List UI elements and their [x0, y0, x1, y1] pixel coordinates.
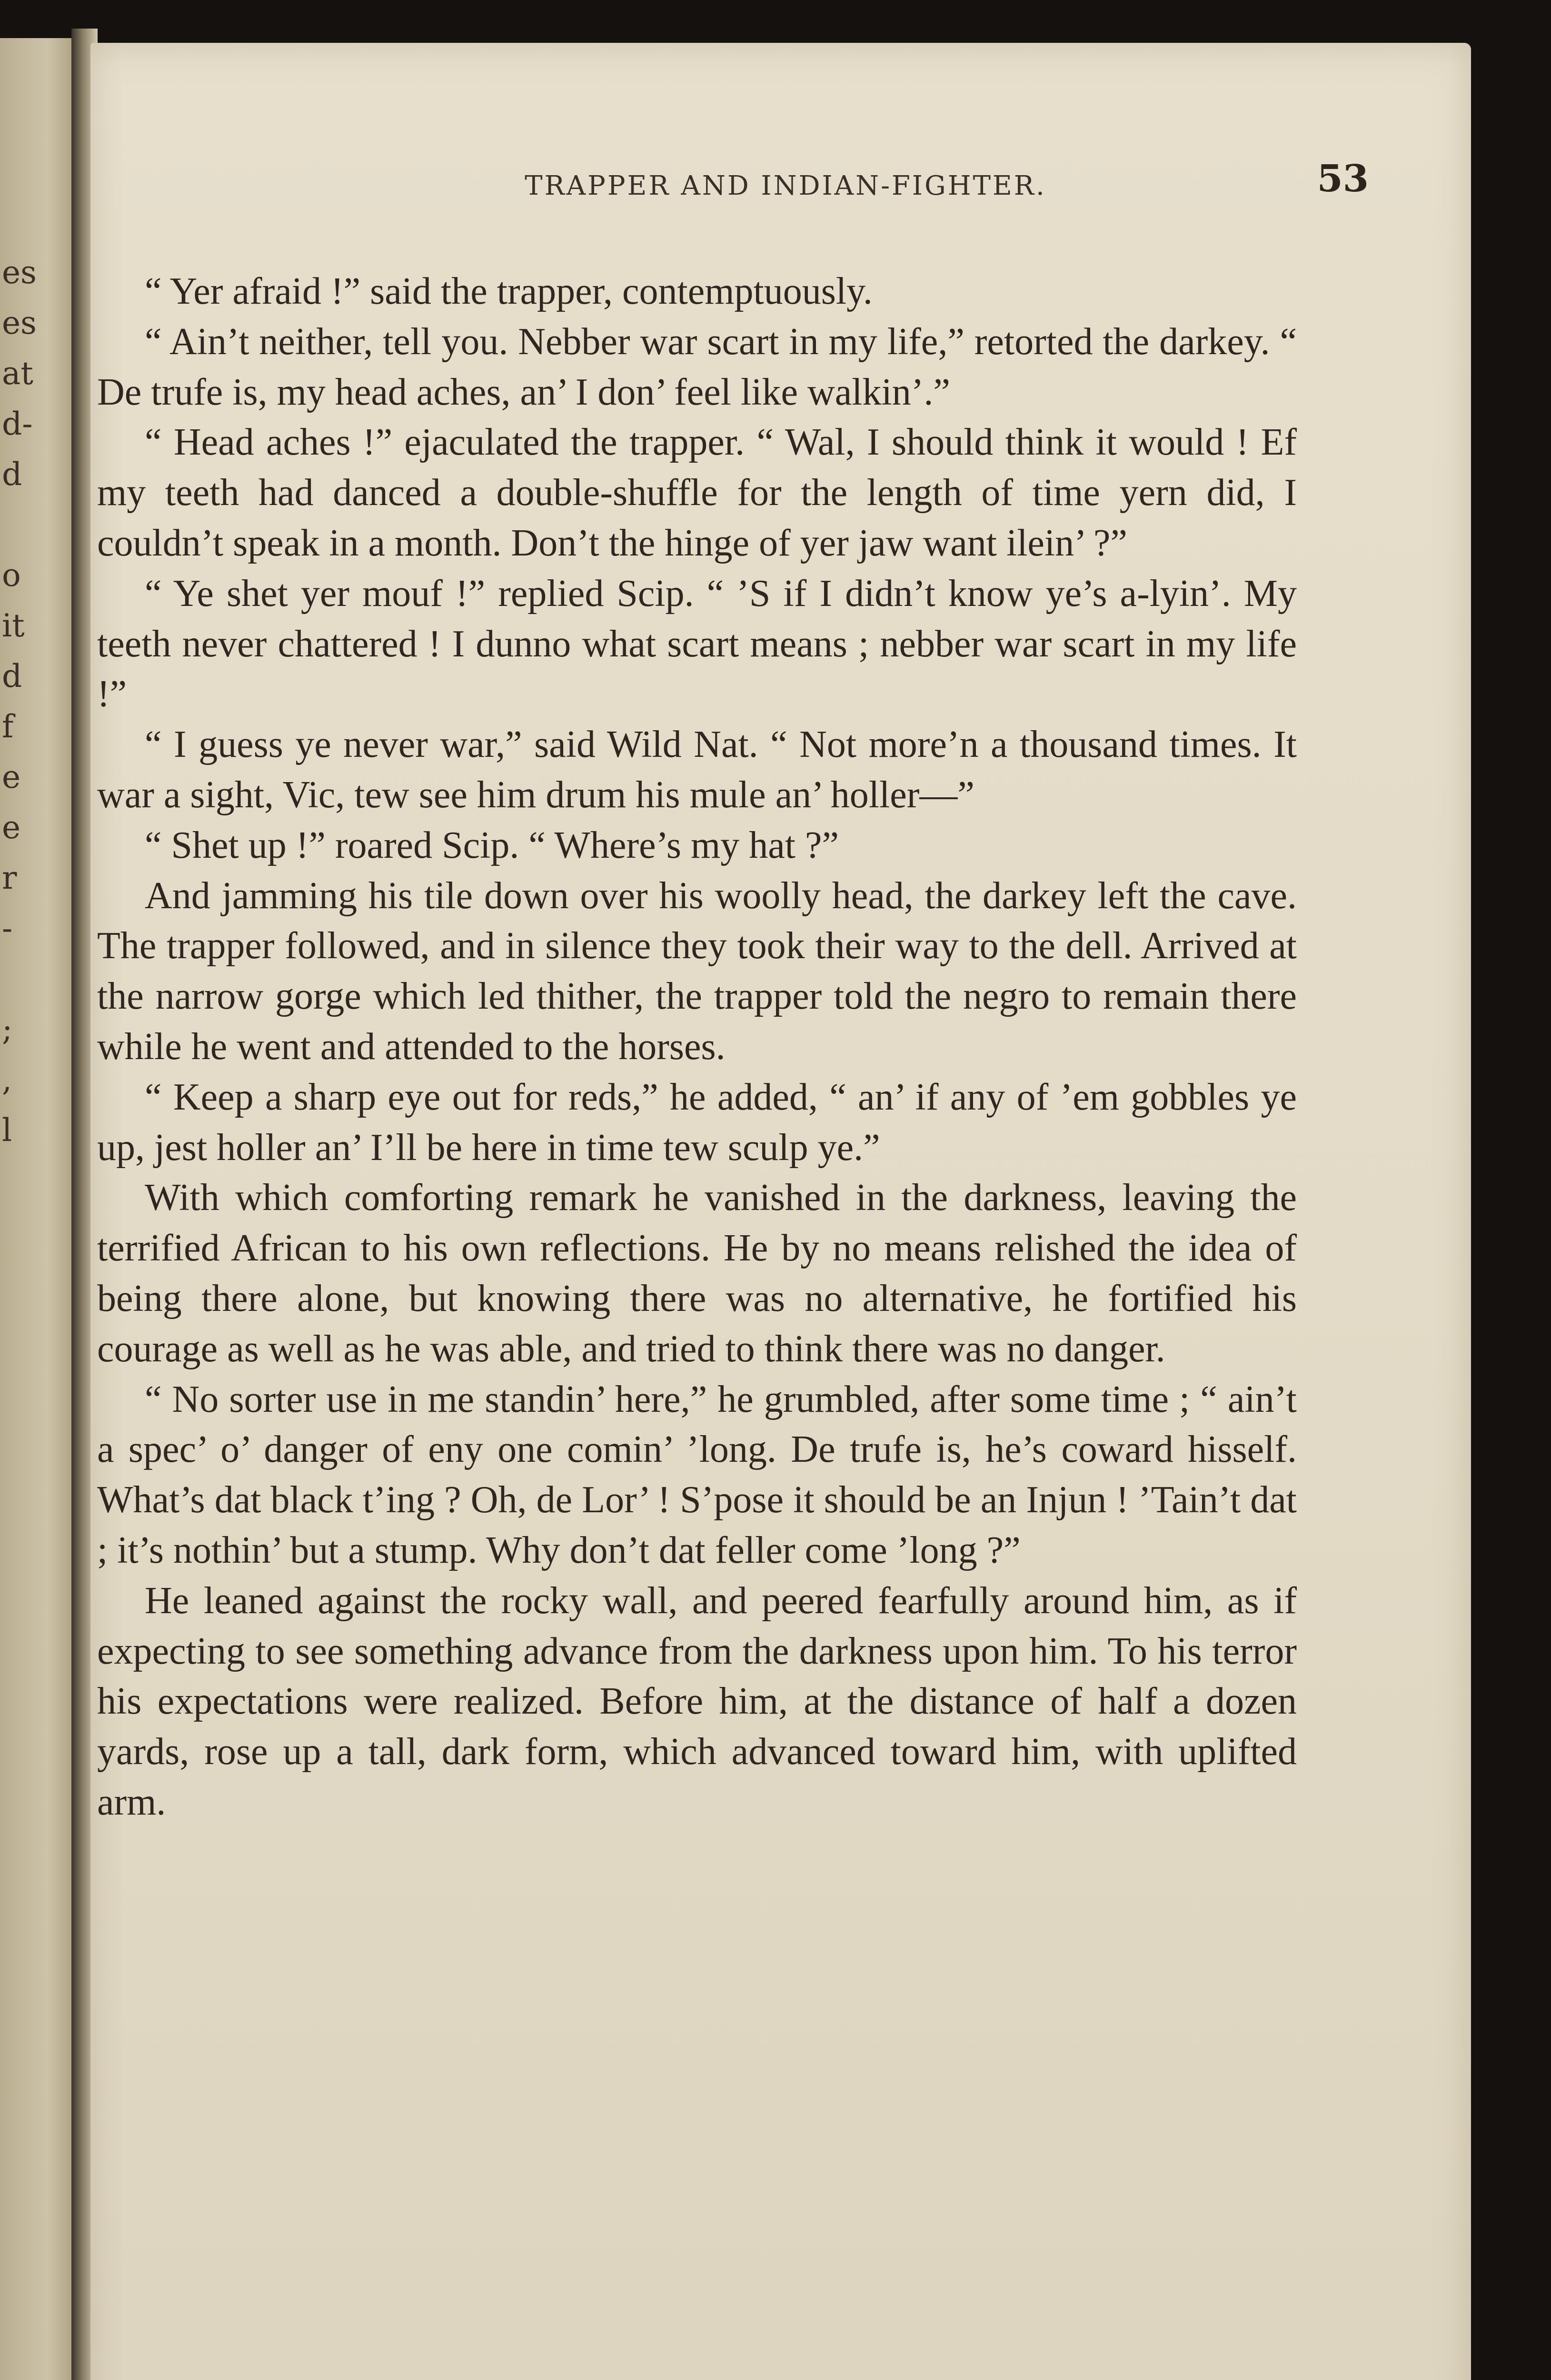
body-text	[97, 267, 1297, 1828]
fragment: ;	[2, 1011, 13, 1048]
fragment: d	[2, 658, 22, 694]
paragraph: “ Yer afraid !” said the trapper, contemptuously.	[145, 270, 873, 312]
fragment: o	[2, 557, 21, 594]
book-page	[90, 43, 1471, 2380]
fragment: at	[2, 355, 33, 392]
fragment: es	[2, 254, 37, 291]
paragraph: “ Ain’t neither, tell you. Nebber war scart in my life,” retorted the darkey. “ De trufe is, my head aches, an’ I don’ feel like walkin’.”	[97, 320, 1297, 413]
paragraph: “ I guess ye never war,” said Wild Nat. “ Not more’n a thousand times. It war a sight, Vic, tew see him drum his mule an’ holler—”	[97, 724, 1297, 816]
paragraph: And jamming his tile down over his woolly head, the darkey left the cave. The trapper followed, and in silence they took their way to the dell. Arrived at the narrow gorge which led thither, the trapper told the negro to remain there while he went and attended to the horses.	[97, 874, 1297, 1068]
fragment	[2, 954, 73, 1004]
fragment: r	[2, 860, 17, 896]
fragment: -	[2, 910, 13, 947]
paragraph: “ Head aches !” ejaculated the trapper. “ Wal, I should think it would ! Ef my teeth had danced a double-shuffle for the length of time yern did, I couldn’t speak in a month. Don’t the hinge of yer jaw want ilein’ ?”	[97, 421, 1297, 564]
running-head: TRAPPER AND INDIAN-FIGHTER.	[525, 170, 1046, 201]
fragment	[2, 500, 73, 550]
previous-page-edge	[0, 38, 79, 2380]
fragment: d-	[2, 406, 33, 442]
paragraph: With which comforting remark he vanished in the darkness, leaving the terrified African to his own reflections. He by no means relished the idea of being there alone, but knowing there was no alternative, he fortified his courage as well as he was able, and tried to think there was no danger.	[97, 1177, 1297, 1370]
paragraph: “ Ye shet yer mouf !” replied Scip. “ ’S if I didn’t know ye’s a-lyin’. My teeth never chattered ! I dunno what scart means ; nebber war scart in my life !”	[97, 572, 1297, 715]
fragment: it	[2, 607, 25, 644]
fragment: l	[2, 1112, 12, 1149]
paragraph: “ Shet up !” roared Scip. “ Where’s my hat ?”	[145, 824, 839, 866]
fragment: es	[2, 305, 37, 341]
fragment: d	[2, 456, 22, 493]
page-number: 53	[1317, 157, 1369, 200]
paragraph: “ No sorter use in me standin’ here,” he grumbled, after some time ; “ ain’t a spec’ o’ danger of eny one comin’ ’long. De trufe is, he’s coward hisself. What’s dat black t’ing ? Oh, de Lor’ ! S’pose it should be an Injun ! ’Tain’t dat ; it’s nothin’ but a stump. Why don’t dat feller come ’long ?”	[97, 1378, 1297, 1571]
fragment: ,	[2, 1061, 12, 1098]
fragment: e	[2, 809, 21, 846]
paragraph: “ Keep a sharp eye out for reds,” he added, “ an’ if any of ’em gobbles ye up, jest holler an’ I’ll be here in time tew sculp ye.”	[97, 1076, 1297, 1169]
previous-page-fragments	[2, 248, 73, 1156]
fragment: f	[2, 708, 14, 745]
fragment: e	[2, 759, 21, 795]
paragraph: He leaned against the rocky wall, and peered fearfully around him, as if expecting to see something advance from the darkness upon him. To his terror his expectations were realized. Before him, at the distance of half a dozen yards, rose up a tall, dark form, which advanced toward him, with uplifted arm.	[97, 1579, 1297, 1823]
